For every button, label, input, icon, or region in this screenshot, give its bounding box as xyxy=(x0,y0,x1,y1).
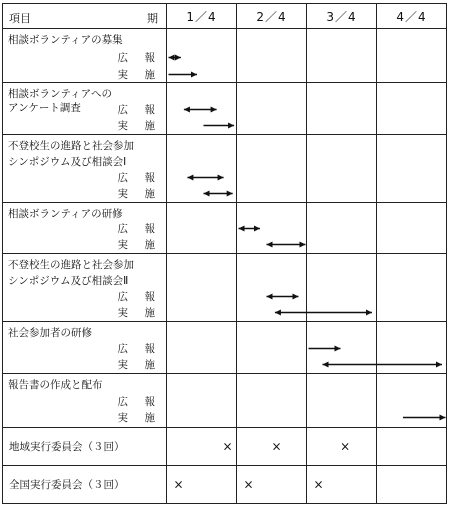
q2-cell xyxy=(237,466,307,504)
section-title-line: 相談ボランティアの研修 xyxy=(8,208,123,220)
section-label-cell xyxy=(3,203,167,254)
section-row xyxy=(3,322,447,374)
q2-cell xyxy=(237,428,307,466)
section-title-line: 社会参加者の研修 xyxy=(8,327,92,339)
section-label-cell xyxy=(3,254,167,322)
sub-label-implementation: 実 施 xyxy=(117,359,158,371)
q3-cell xyxy=(307,374,377,428)
q4-cell xyxy=(377,83,447,135)
section-row xyxy=(3,135,447,203)
section-row xyxy=(3,203,447,254)
sub-label-implementation: 実 施 xyxy=(117,69,158,81)
q1-cell xyxy=(167,29,237,83)
q4-cell xyxy=(377,29,447,83)
section-label-cell xyxy=(3,29,167,83)
schedule-table xyxy=(2,3,447,504)
q3-cell xyxy=(307,203,377,254)
header-row xyxy=(3,4,447,29)
q1-cell xyxy=(167,203,237,254)
q3-cell xyxy=(307,29,377,83)
quarter-header-1: 1／4 xyxy=(167,4,237,29)
section-title-line: シンポジウム及び相談会Ⅱ xyxy=(8,275,129,287)
section-title-line: 相談ボランティアへの xyxy=(8,88,112,100)
q4-cell xyxy=(377,428,447,466)
q2-cell xyxy=(237,135,307,203)
period-header: 期 xyxy=(147,12,158,25)
header-item-cell xyxy=(3,4,167,29)
q2-cell xyxy=(237,322,307,374)
meeting-mark: × xyxy=(222,439,233,454)
q3-cell xyxy=(307,135,377,203)
section-label-cell xyxy=(3,374,167,428)
sub-label-publicity: 広 報 xyxy=(117,52,158,64)
q1-cell xyxy=(167,254,237,322)
q4-cell xyxy=(377,135,447,203)
section-row xyxy=(3,83,447,135)
meeting-mark: × xyxy=(243,477,254,492)
quarter-header-3: 3／4 xyxy=(307,4,377,29)
sub-label-publicity: 広 報 xyxy=(117,172,158,184)
q2-cell xyxy=(237,203,307,254)
q1-cell xyxy=(167,374,237,428)
sub-label-publicity: 広 報 xyxy=(117,223,158,235)
q2-cell xyxy=(237,254,307,322)
meeting-mark: × xyxy=(340,439,351,454)
committee-label: 全国実行委員会（３回） xyxy=(3,466,167,504)
section-row xyxy=(3,29,447,83)
meeting-mark: × xyxy=(271,439,282,454)
committee-row xyxy=(3,466,447,504)
q3-cell xyxy=(307,254,377,322)
section-title-line: アンケート調査 xyxy=(8,102,81,114)
sub-label-publicity: 広 報 xyxy=(117,396,158,408)
section-title-line: シンポジウム及び相談会Ⅰ xyxy=(8,156,127,168)
quarter-header-2: 2／4 xyxy=(237,4,307,29)
q3-cell xyxy=(307,322,377,374)
committee-label: 地域実行委員会（３回） xyxy=(3,428,167,466)
q3-cell xyxy=(307,83,377,135)
section-title-line: 報告書の作成と配布 xyxy=(8,379,103,391)
section-row xyxy=(3,374,447,428)
q1-cell xyxy=(167,428,237,466)
q1-cell xyxy=(167,83,237,135)
section-row xyxy=(3,254,447,322)
sub-label-implementation: 実 施 xyxy=(117,188,158,200)
sub-label-implementation: 実 施 xyxy=(117,412,158,424)
q4-cell xyxy=(377,466,447,504)
q4-cell xyxy=(377,322,447,374)
q2-cell xyxy=(237,374,307,428)
q1-cell xyxy=(167,135,237,203)
q3-cell xyxy=(307,428,377,466)
sub-label-publicity: 広 報 xyxy=(117,291,158,303)
sub-label-implementation: 実 施 xyxy=(117,239,158,251)
section-label-cell xyxy=(3,83,167,135)
q2-cell xyxy=(237,83,307,135)
q3-cell xyxy=(307,466,377,504)
q1-cell xyxy=(167,322,237,374)
sub-label-implementation: 実 施 xyxy=(117,307,158,319)
sub-label-implementation: 実 施 xyxy=(117,120,158,132)
q2-cell xyxy=(237,29,307,83)
section-label-cell xyxy=(3,135,167,203)
sub-label-publicity: 広 報 xyxy=(117,343,158,355)
section-title-line: 相談ボランティアの募集 xyxy=(8,34,123,46)
meeting-mark: × xyxy=(313,477,324,492)
sub-label-publicity: 広 報 xyxy=(117,104,158,116)
committee-row xyxy=(3,428,447,466)
quarter-header-4: 4／4 xyxy=(377,4,447,29)
item-header: 項目 xyxy=(9,12,31,25)
meeting-mark: × xyxy=(173,477,184,492)
q1-cell xyxy=(167,466,237,504)
section-title-line: 不登校生の進路と社会参加 xyxy=(8,259,134,271)
q4-cell xyxy=(377,254,447,322)
q4-cell xyxy=(377,203,447,254)
q4-cell xyxy=(377,374,447,428)
section-label-cell xyxy=(3,322,167,374)
section-title-line: 不登校生の進路と社会参加 xyxy=(8,140,134,152)
